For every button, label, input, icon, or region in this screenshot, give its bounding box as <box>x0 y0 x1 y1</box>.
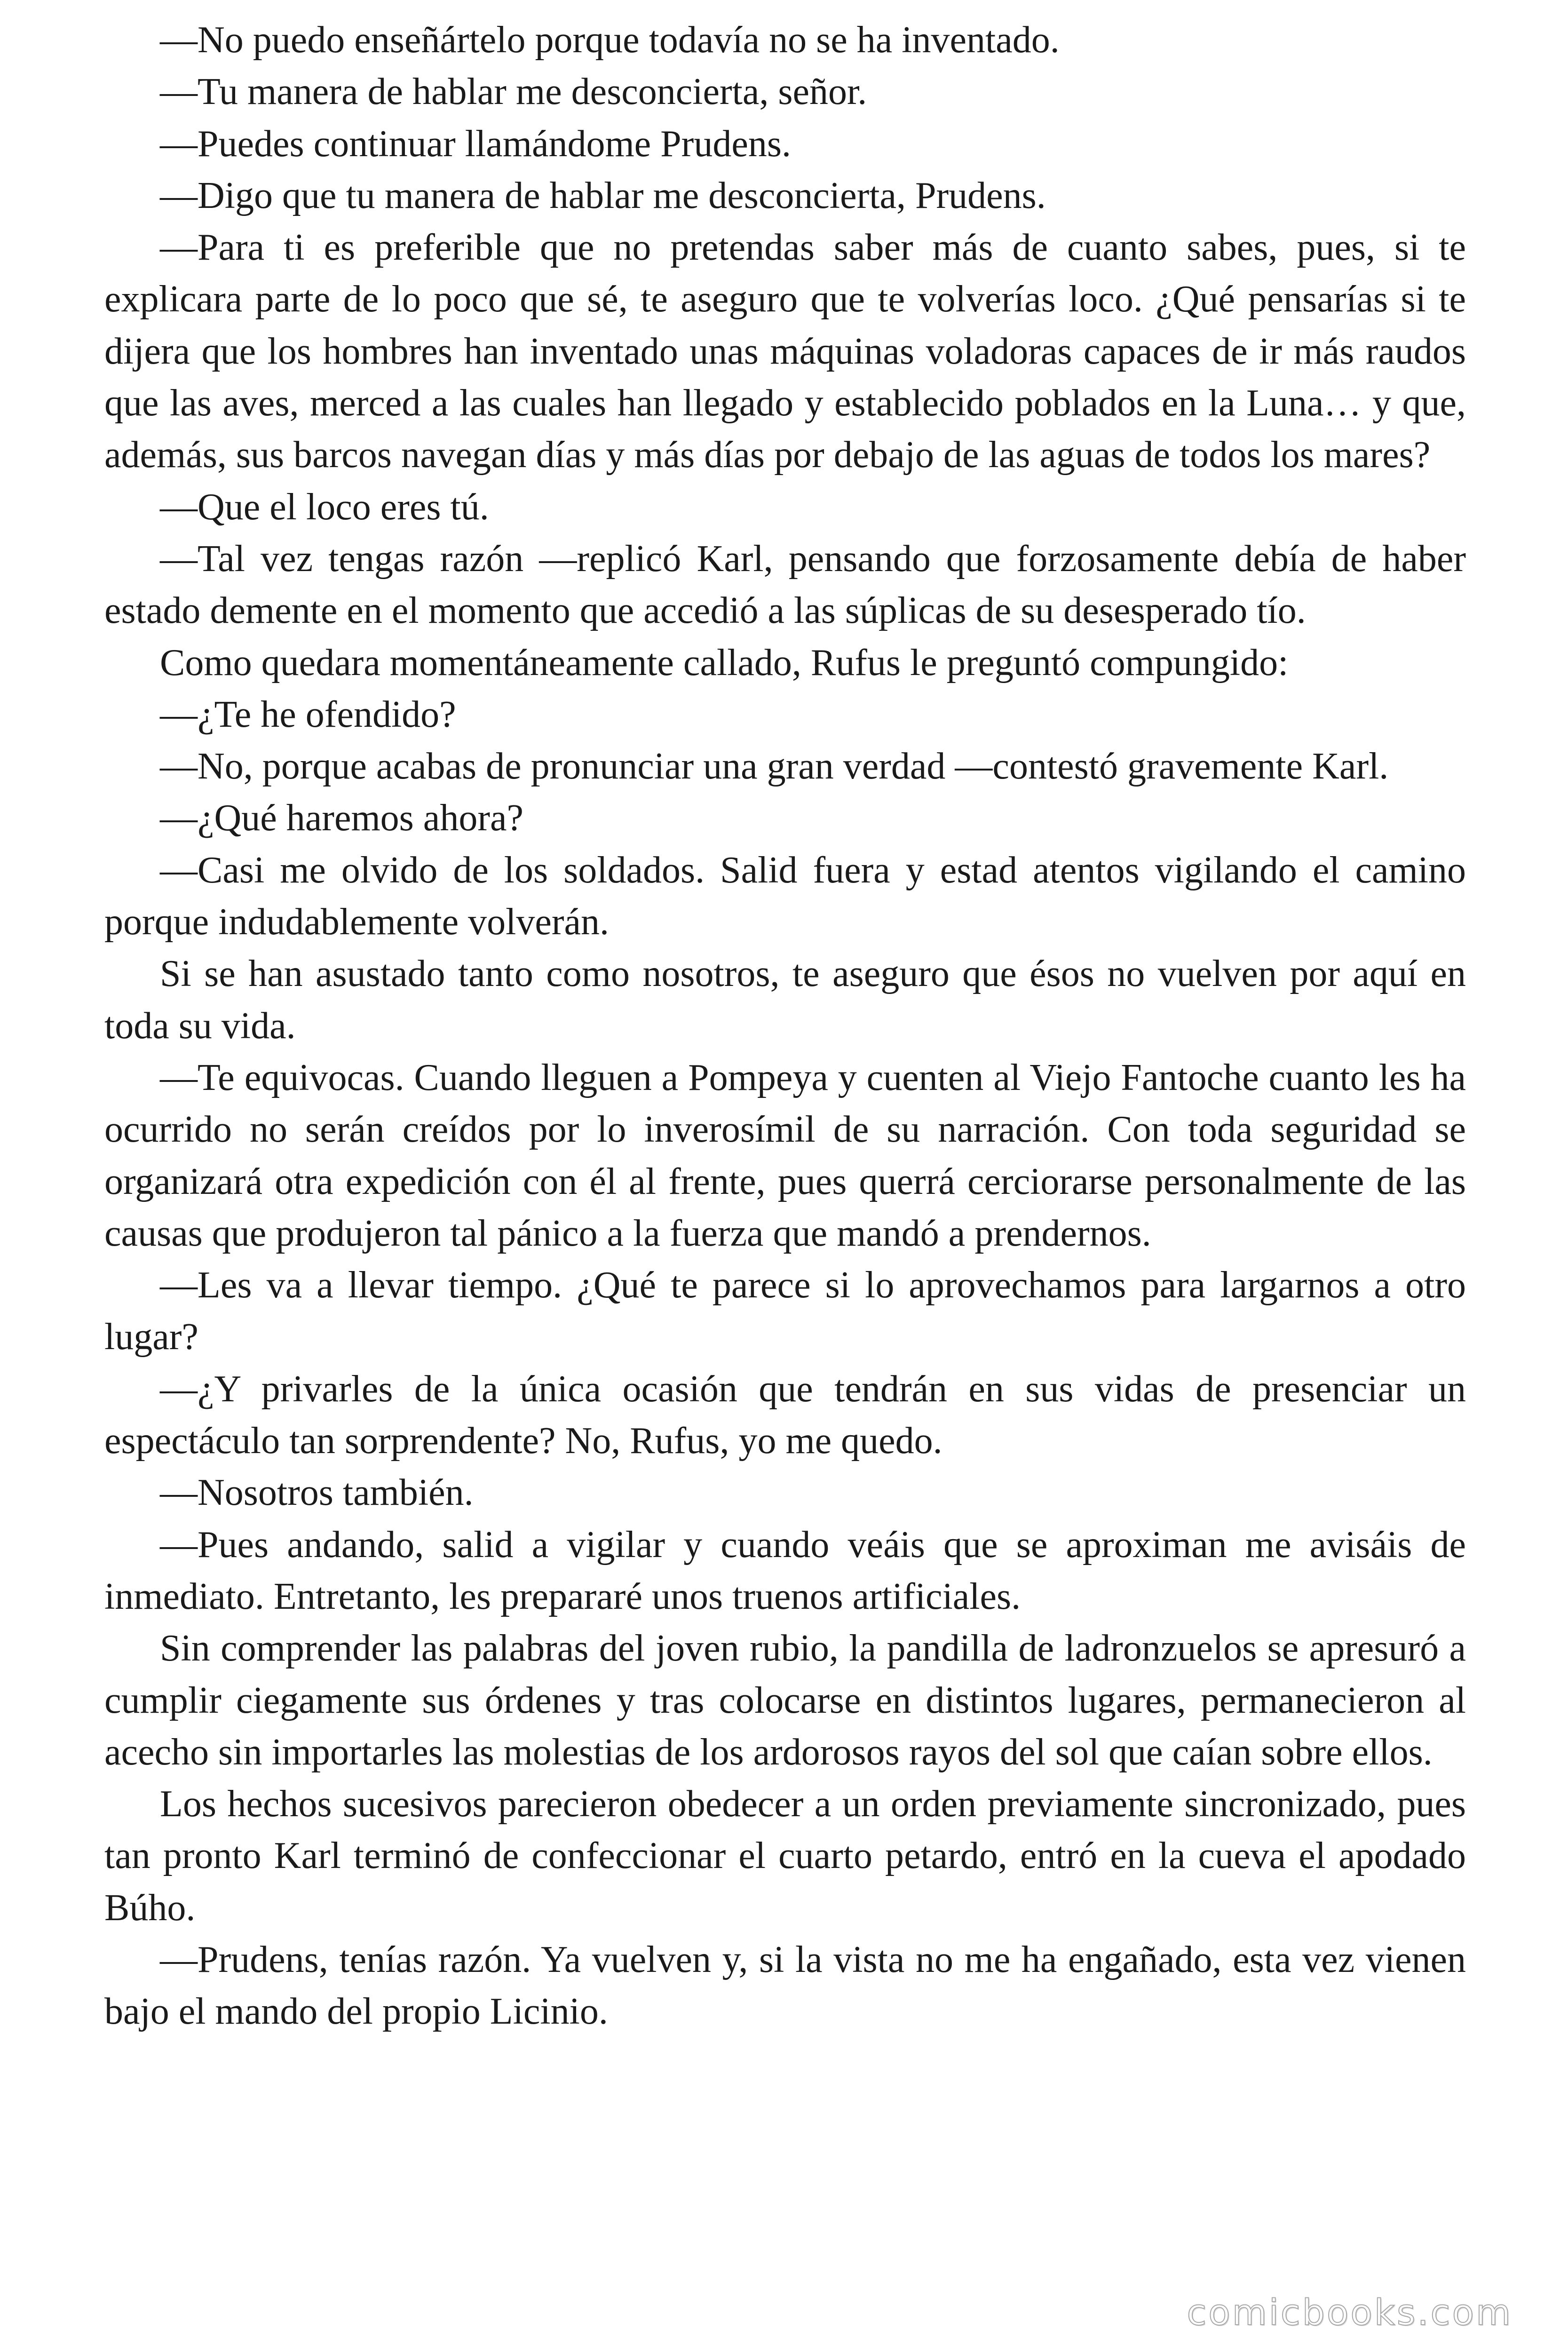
paragraph: —¿Te he ofendido? <box>160 693 456 735</box>
paragraph: —Tal vez tengas razón —replicó Karl, pensando que forzosamente debía de haber estado demente en el momento que accedió a las súplicas de su desesperado tío. <box>104 538 1466 632</box>
paragraph: Como quedara momentáneamente callado, Rufus le preguntó compungido: <box>160 642 1289 683</box>
paragraph: —Pues andando, salid a vigilar y cuando veáis que se aproximan me avisáis de inmediato. Entretanto, les prepararé unos truenos artificiales. <box>104 1524 1466 1617</box>
paragraph: —Puedes continuar llamándome Prudens. <box>160 123 791 165</box>
paragraph: Sin comprender las palabras del joven rubio, la pandilla de ladronzuelos se apresuró a cumplir ciegamente sus órdenes y tras colocarse en distintos lugares, permanecieron al acecho sin importarles las molestias de los ardorosos rayos del sol que caían sobre ellos. <box>104 1628 1466 1773</box>
paragraph: —¿Y privarles de la única ocasión que tendrán en sus vidas de presenciar un espectáculo tan sorprendente? No, Rufus, yo me quedo. <box>104 1368 1466 1462</box>
paragraph: —Nosotros también. <box>160 1472 474 1514</box>
paragraph: —Les va a llevar tiempo. ¿Qué te parece si lo aprovechamos para largarnos a otro lugar? <box>104 1264 1466 1358</box>
paragraph: —No puedo enseñártelo porque todavía no se ha inventado. <box>160 19 1060 61</box>
paragraph: —Digo que tu manera de hablar me desconcierta, Prudens. <box>160 175 1046 216</box>
paragraph: —Prudens, tenías razón. Ya vuelven y, si la vista no me ha engañado, esta vez vienen bajo el mando del propio Licinio. <box>104 1939 1466 2033</box>
paragraph: Los hechos sucesivos parecieron obedecer a un orden previamente sincronizado, pues tan pronto Karl terminó de confeccionar el cuarto petardo, entró en la cueva el apodado Búho. <box>104 1783 1466 1929</box>
paragraph: —¿Qué haremos ahora? <box>160 797 523 839</box>
paragraph: —Tu manera de hablar me desconcierta, señor. <box>160 71 867 113</box>
paragraph: —Para ti es preferible que no pretendas saber más de cuanto sabes, pues, si te explicara parte de lo poco que sé, te aseguro que te volverías loco. ¿Qué pensarías si te dijera que los hombres han inventado unas máquinas voladoras capaces de ir más raudos que las aves, merced a las cuales han llegado y establecido poblados en la Luna… y que, además, sus barcos navegan días y más días por debajo de las aguas de todos los mares? <box>104 227 1466 476</box>
paragraph: —No, porque acabas de pronunciar una gran verdad —contestó gravemente Karl. <box>160 746 1389 787</box>
paragraph: —Te equivocas. Cuando lleguen a Pompeya y cuenten al Viejo Fantoche cuanto les ha ocurrido no serán creídos por lo inverosímil de su narración. Con toda seguridad se organizará otra expedición con él al frente, pues querrá cerciorarse personalmente de las causas que produjeron tal pánico a la fuerza que mandó a prendernos. <box>104 1057 1466 1254</box>
body-text <box>104 14 1466 2038</box>
paragraph: —Casi me olvido de los soldados. Salid fuera y estad atentos vigilando el camino porque indudablemente volverán. <box>104 849 1466 943</box>
paragraph: Si se han asustado tanto como nosotros, te aseguro que ésos no vuelven por aquí en toda su vida. <box>104 953 1466 1047</box>
watermark: comicbooks.com <box>1187 2291 1513 2333</box>
paragraph: —Que el loco eres tú. <box>160 486 489 528</box>
